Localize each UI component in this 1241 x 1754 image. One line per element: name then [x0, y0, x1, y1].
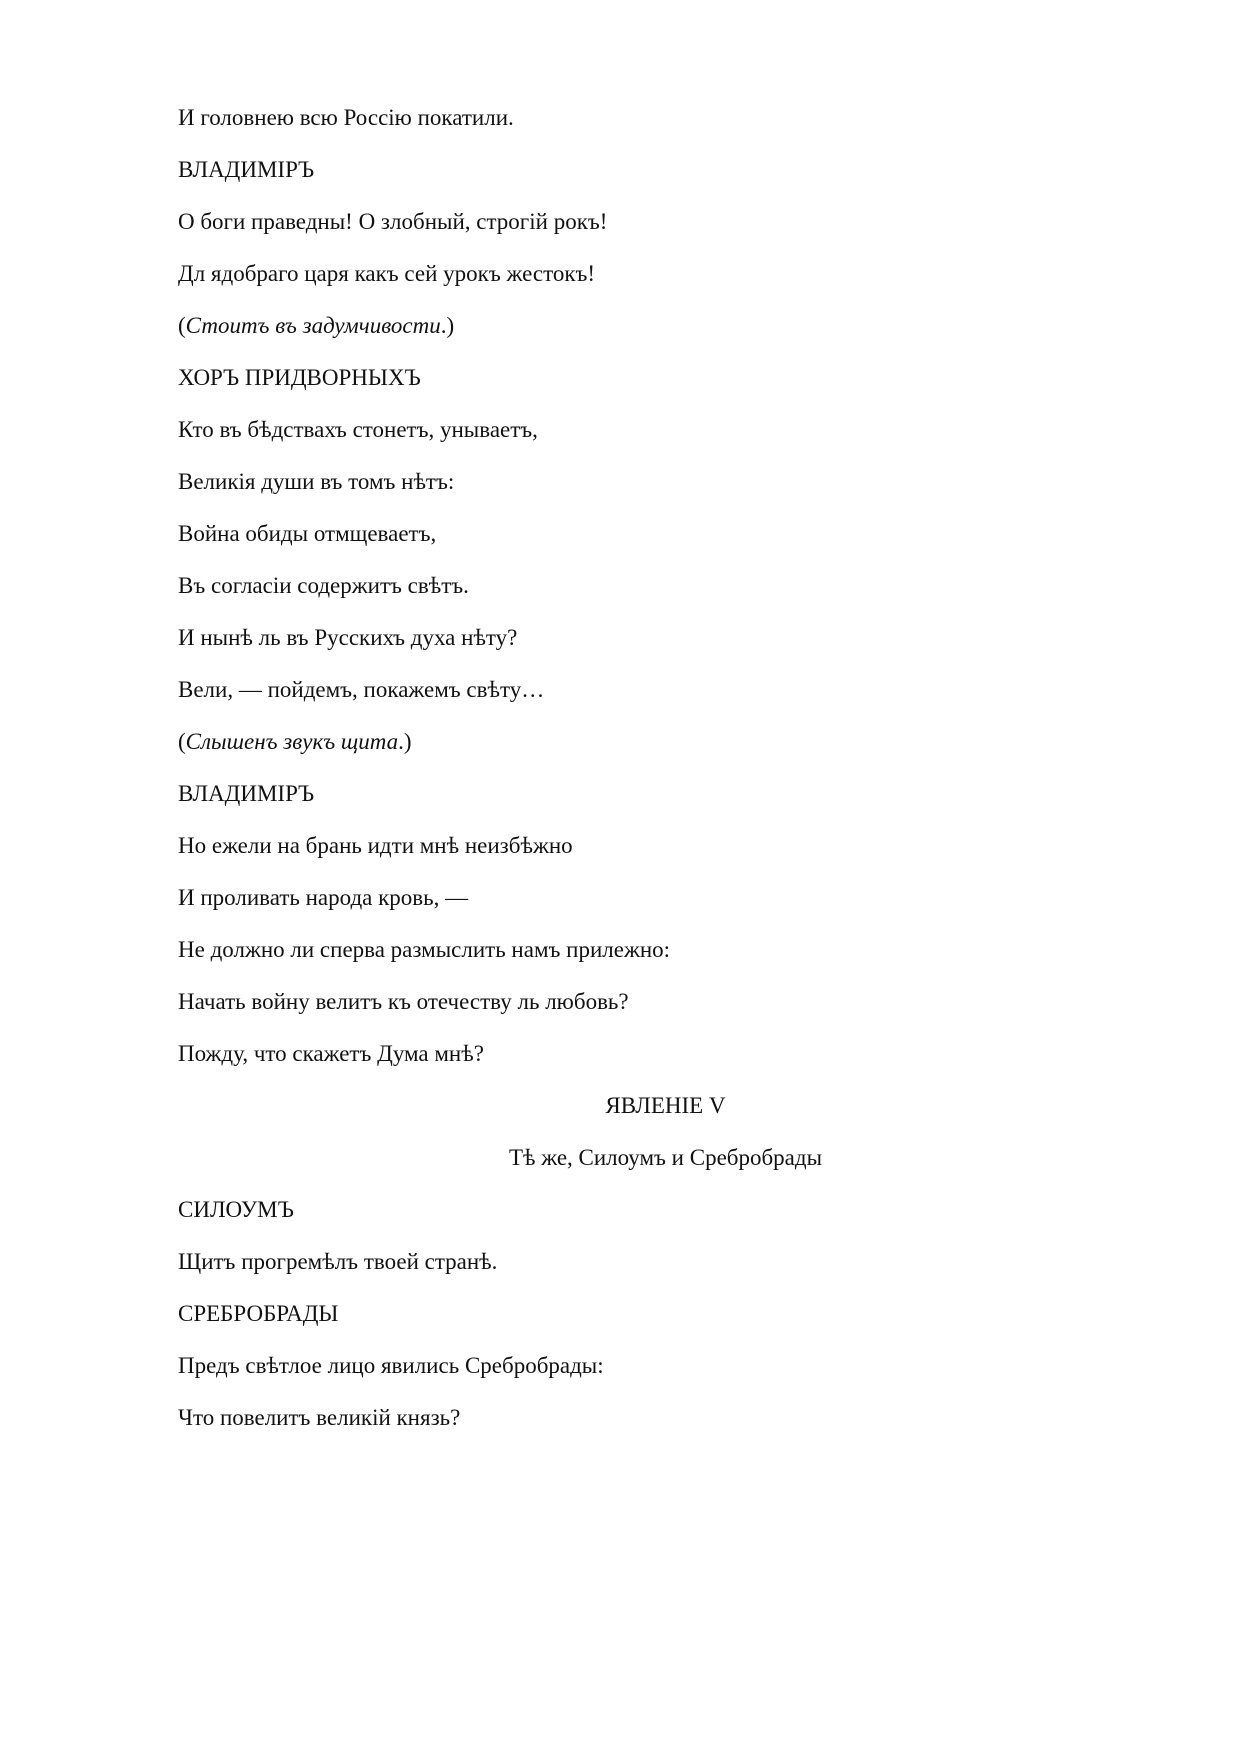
stage-direction — [178, 728, 412, 756]
verse-line: Пожду, что скажетъ Дума мнѣ? — [178, 1041, 484, 1066]
verse-line: Что повелитъ великій князь? — [178, 1405, 461, 1430]
stage-direction-open: ( — [178, 729, 186, 754]
speaker-name: СРЕБРОБРАДЫ — [178, 1301, 339, 1326]
verse-line: Щитъ прогремѣлъ твоей странѣ. — [178, 1249, 498, 1274]
verse-line: Кто въ бѣдствахъ стонетъ, унываетъ, — [178, 417, 538, 442]
stage-direction — [178, 312, 454, 340]
verse-line: Въ согласіи содержитъ свѣтъ. — [178, 573, 469, 598]
verse-line: О боги праведны! О злобный, строгій рокъ! — [178, 209, 608, 234]
verse-line: Предъ свѣтлое лицо явились Сребробрады: — [178, 1353, 604, 1378]
speaker-name: СИЛОУМЪ — [178, 1197, 294, 1222]
verse-line: И головнею всю Россію покатили. — [178, 105, 514, 130]
verse-line: И проливать народа кровь, — — [178, 885, 469, 910]
stage-direction-close: .) — [398, 729, 412, 754]
stage-direction-text: Стоитъ въ задумчивости — [185, 313, 441, 338]
speaker-name: ВЛАДИМІРЪ — [178, 781, 315, 806]
stage-direction-close: .) — [440, 313, 455, 338]
verse-line: И нынѣ ль въ Русскихъ духа нѣту? — [178, 625, 518, 650]
speaker-name: ВЛАДИМІРЪ — [178, 157, 315, 182]
verse-line: Но ежели на брань идти мнѣ неизбѣжно — [178, 833, 573, 858]
verse-line: Великія души въ томъ нѣтъ: — [178, 469, 455, 494]
verse-line: Начать войну велитъ къ отечеству ль любовь? — [178, 989, 629, 1014]
verse-line: Вели, — пойдемъ, покажемъ свѣту… — [178, 677, 545, 702]
verse-line: Не должно ли сперва размыслить намъ прилежно: — [178, 937, 671, 962]
verse-line: Дл ядобраго царя какъ сей урокъ жестокъ! — [178, 261, 596, 286]
stage-direction-text: Слышенъ звукъ щита — [185, 729, 399, 754]
speaker-name: ХОРЪ ПРИДВОРНЫХЪ — [178, 365, 421, 390]
stage-direction-open: ( — [178, 313, 186, 338]
verse-line: Война обиды отмщеваетъ, — [178, 521, 437, 546]
scene-heading: ЯВЛЕНІЕ V — [605, 1093, 726, 1118]
scene-characters: Тѣ же, Силоумъ и Сребробрады — [508, 1145, 823, 1170]
